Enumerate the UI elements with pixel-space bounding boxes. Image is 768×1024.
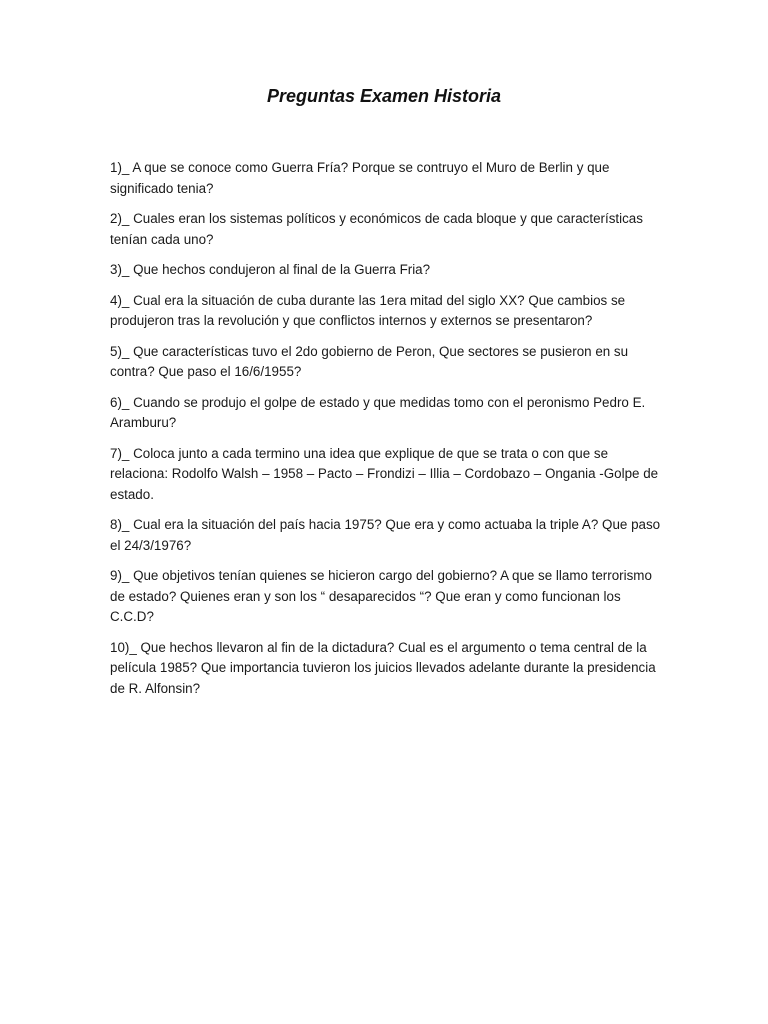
question-item: 7)_ Coloca junto a cada termino una idea que explique de que se trata o con que se relaciona: Rodolfo Walsh – 1958 – Pacto – Frondizi – Illia – Cordobazo – Ongania -Golpe de estado. bbox=[110, 445, 659, 502]
question-item: 10)_ Que hechos llevaron al fin de la dictadura? Cual es el argumento o tema central de la película 1985? Que importancia tuvieron los juicios llevados adelante durante la presidencia de R. Alfonsin? bbox=[110, 639, 656, 696]
question-item: 4)_ Cual era la situación de cuba durante las 1era mitad del siglo XX? Que cambios se produjeron tras la revolución y que conflictos internos y externos se presentaron? bbox=[110, 292, 626, 328]
question-item: 1)_ A que se conoce como Guerra Fría? Porque se contruyo el Muro de Berlin y que significado tenia? bbox=[110, 160, 610, 196]
question-item: 5)_ Que características tuvo el 2do gobierno de Peron, Que sectores se pusieron en su contra? Que paso el 16/6/1955? bbox=[110, 343, 629, 379]
question-list bbox=[110, 158, 662, 709]
question-item: 2)_ Cuales eran los sistemas políticos y económicos de cada bloque y que características tenían cada uno? bbox=[110, 211, 643, 247]
question-item: 3)_ Que hechos condujeron al final de la Guerra Fria? bbox=[110, 262, 431, 277]
question-item: 8)_ Cual era la situación del país hacia 1975? Que era y como actuaba la triple A? Que paso el 24/3/1976? bbox=[110, 517, 661, 553]
question-item: 9)_ Que objetivos tenían quienes se hicieron cargo del gobierno? A que se llamo terrorismo de estado? Quienes eran y son los “ desaparecidos “? Que eran y como funcionan los C.C.D? bbox=[110, 568, 652, 624]
document-title: Preguntas Examen Historia bbox=[266, 86, 502, 106]
question-item: 6)_ Cuando se produjo el golpe de estado y que medidas tomo con el peronismo Pedro E. Aramburu? bbox=[110, 394, 646, 430]
